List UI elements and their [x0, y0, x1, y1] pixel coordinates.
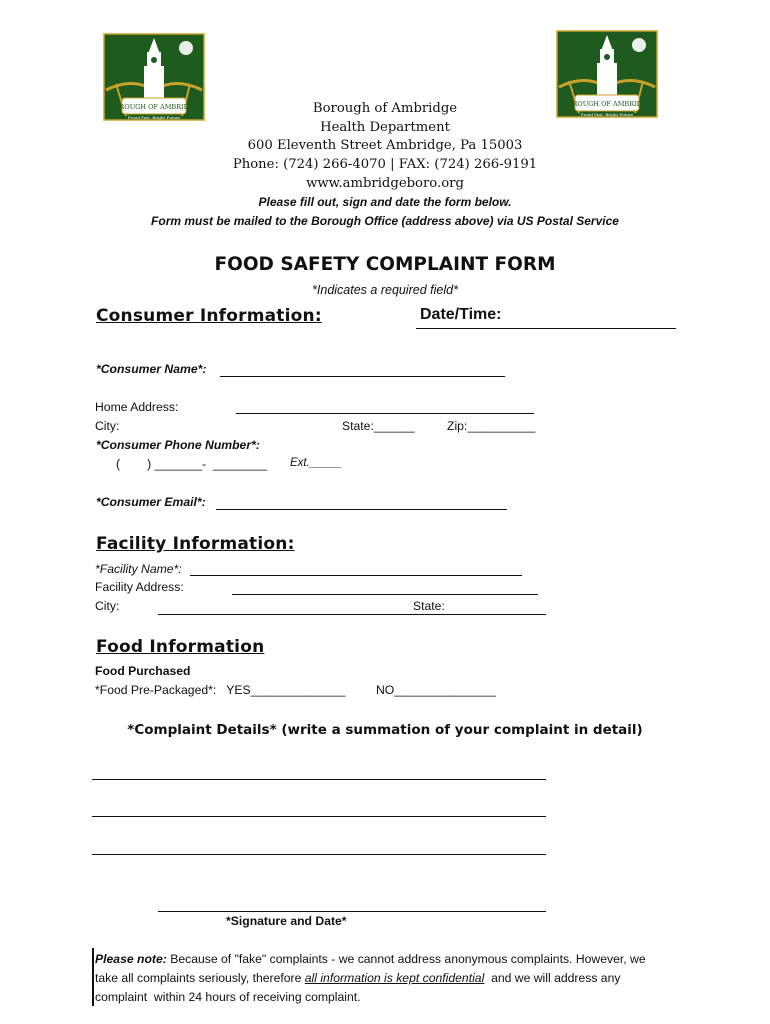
facility-city-line[interactable]: [158, 614, 546, 615]
zip-field[interactable]: Zip:__________: [447, 419, 536, 433]
food-prepackaged-yes-field[interactable]: *Food Pre-Packaged*: YES______________: [95, 683, 346, 697]
header-website[interactable]: www.ambridgeboro.org: [306, 176, 464, 191]
facility-state-label: State:: [413, 599, 445, 613]
note-text-2b: and we will address any: [484, 971, 621, 985]
logo-seal-text: BOROUGH OF AMBRIDGE: [562, 100, 652, 108]
header-department: Health Department: [320, 120, 450, 135]
header-address: 600 Eleventh Street Ambridge, Pa 15003: [247, 138, 523, 153]
logo-seal-text: BOROUGH OF AMBRIDGE: [109, 103, 199, 111]
datetime-line[interactable]: [416, 328, 676, 329]
facility-city-label: City:: [95, 599, 120, 613]
city-label: City:: [95, 419, 120, 433]
facility-address-line[interactable]: [232, 594, 538, 595]
note-confidential: all information is kept confidential: [304, 971, 485, 985]
note-line-3: complaint within 24 hours of receiving complaint.: [95, 990, 361, 1004]
required-note: *Indicates a required field*: [312, 283, 458, 297]
header-borough: Borough of Ambridge: [312, 101, 458, 116]
complaint-line-1[interactable]: [92, 779, 546, 780]
note-text-2a: take all complaints seriously, therefore: [95, 971, 305, 985]
datetime-label: Date/Time:: [420, 306, 502, 323]
instruction-mail: Form must be mailed to the Borough Office (address above) via US Postal Service: [151, 214, 619, 228]
consumer-name-label: *Consumer Name*:: [96, 362, 210, 376]
state-field[interactable]: State:______: [342, 419, 415, 433]
note-border: [92, 948, 94, 1006]
instruction-fill-out: Please fill out, sign and date the form below.: [258, 195, 512, 209]
signature-label: *Signature and Date*: [226, 914, 347, 928]
note-text-1: Because of "fake" complaints - we cannot address anonymous complaints. However, we: [166, 952, 646, 966]
facility-section-heading: Facility Information:: [96, 534, 295, 554]
note-line-2: [95, 971, 620, 985]
consumer-name-line[interactable]: [220, 376, 505, 377]
home-address-line[interactable]: [236, 413, 534, 414]
food-prepackaged-no-field[interactable]: NO_______________: [376, 683, 496, 697]
consumer-email-line[interactable]: [216, 509, 507, 510]
header-phone-fax: Phone: (724) 266-4070 | FAX: (724) 266-9191: [232, 157, 538, 172]
complaint-heading: *Complaint Details* (write a summation of your complaint in detail): [127, 722, 643, 738]
facility-name-label: *Facility Name*:: [95, 562, 182, 576]
phone-ext-field[interactable]: Ext._____: [290, 457, 342, 469]
logo-ribbon-text: Proud Past, Bright Future: [127, 115, 181, 120]
consumer-section-heading: Consumer Information:: [96, 306, 322, 326]
complaint-line-2[interactable]: [92, 816, 546, 817]
food-purchased-label: Food Purchased: [95, 664, 191, 678]
consumer-email-label: *Consumer Email*:: [96, 495, 206, 509]
consumer-phone-label: *Consumer Phone Number*:: [96, 438, 260, 452]
signature-line[interactable]: [158, 911, 546, 912]
home-address-label: Home Address:: [95, 400, 179, 414]
logo-ribbon-text: Proud Past, Bright Future: [580, 112, 634, 117]
form-title: FOOD SAFETY COMPLAINT FORM: [214, 254, 556, 275]
note-prefix: Please note:: [95, 952, 167, 966]
facility-name-line[interactable]: [190, 575, 522, 576]
facility-address-label: Facility Address:: [95, 580, 184, 594]
food-section-heading: Food Information: [96, 637, 265, 657]
complaint-line-3[interactable]: [92, 854, 546, 855]
note-line-1: [95, 952, 646, 966]
phone-format-field[interactable]: ( ) _______- ________: [116, 457, 268, 471]
